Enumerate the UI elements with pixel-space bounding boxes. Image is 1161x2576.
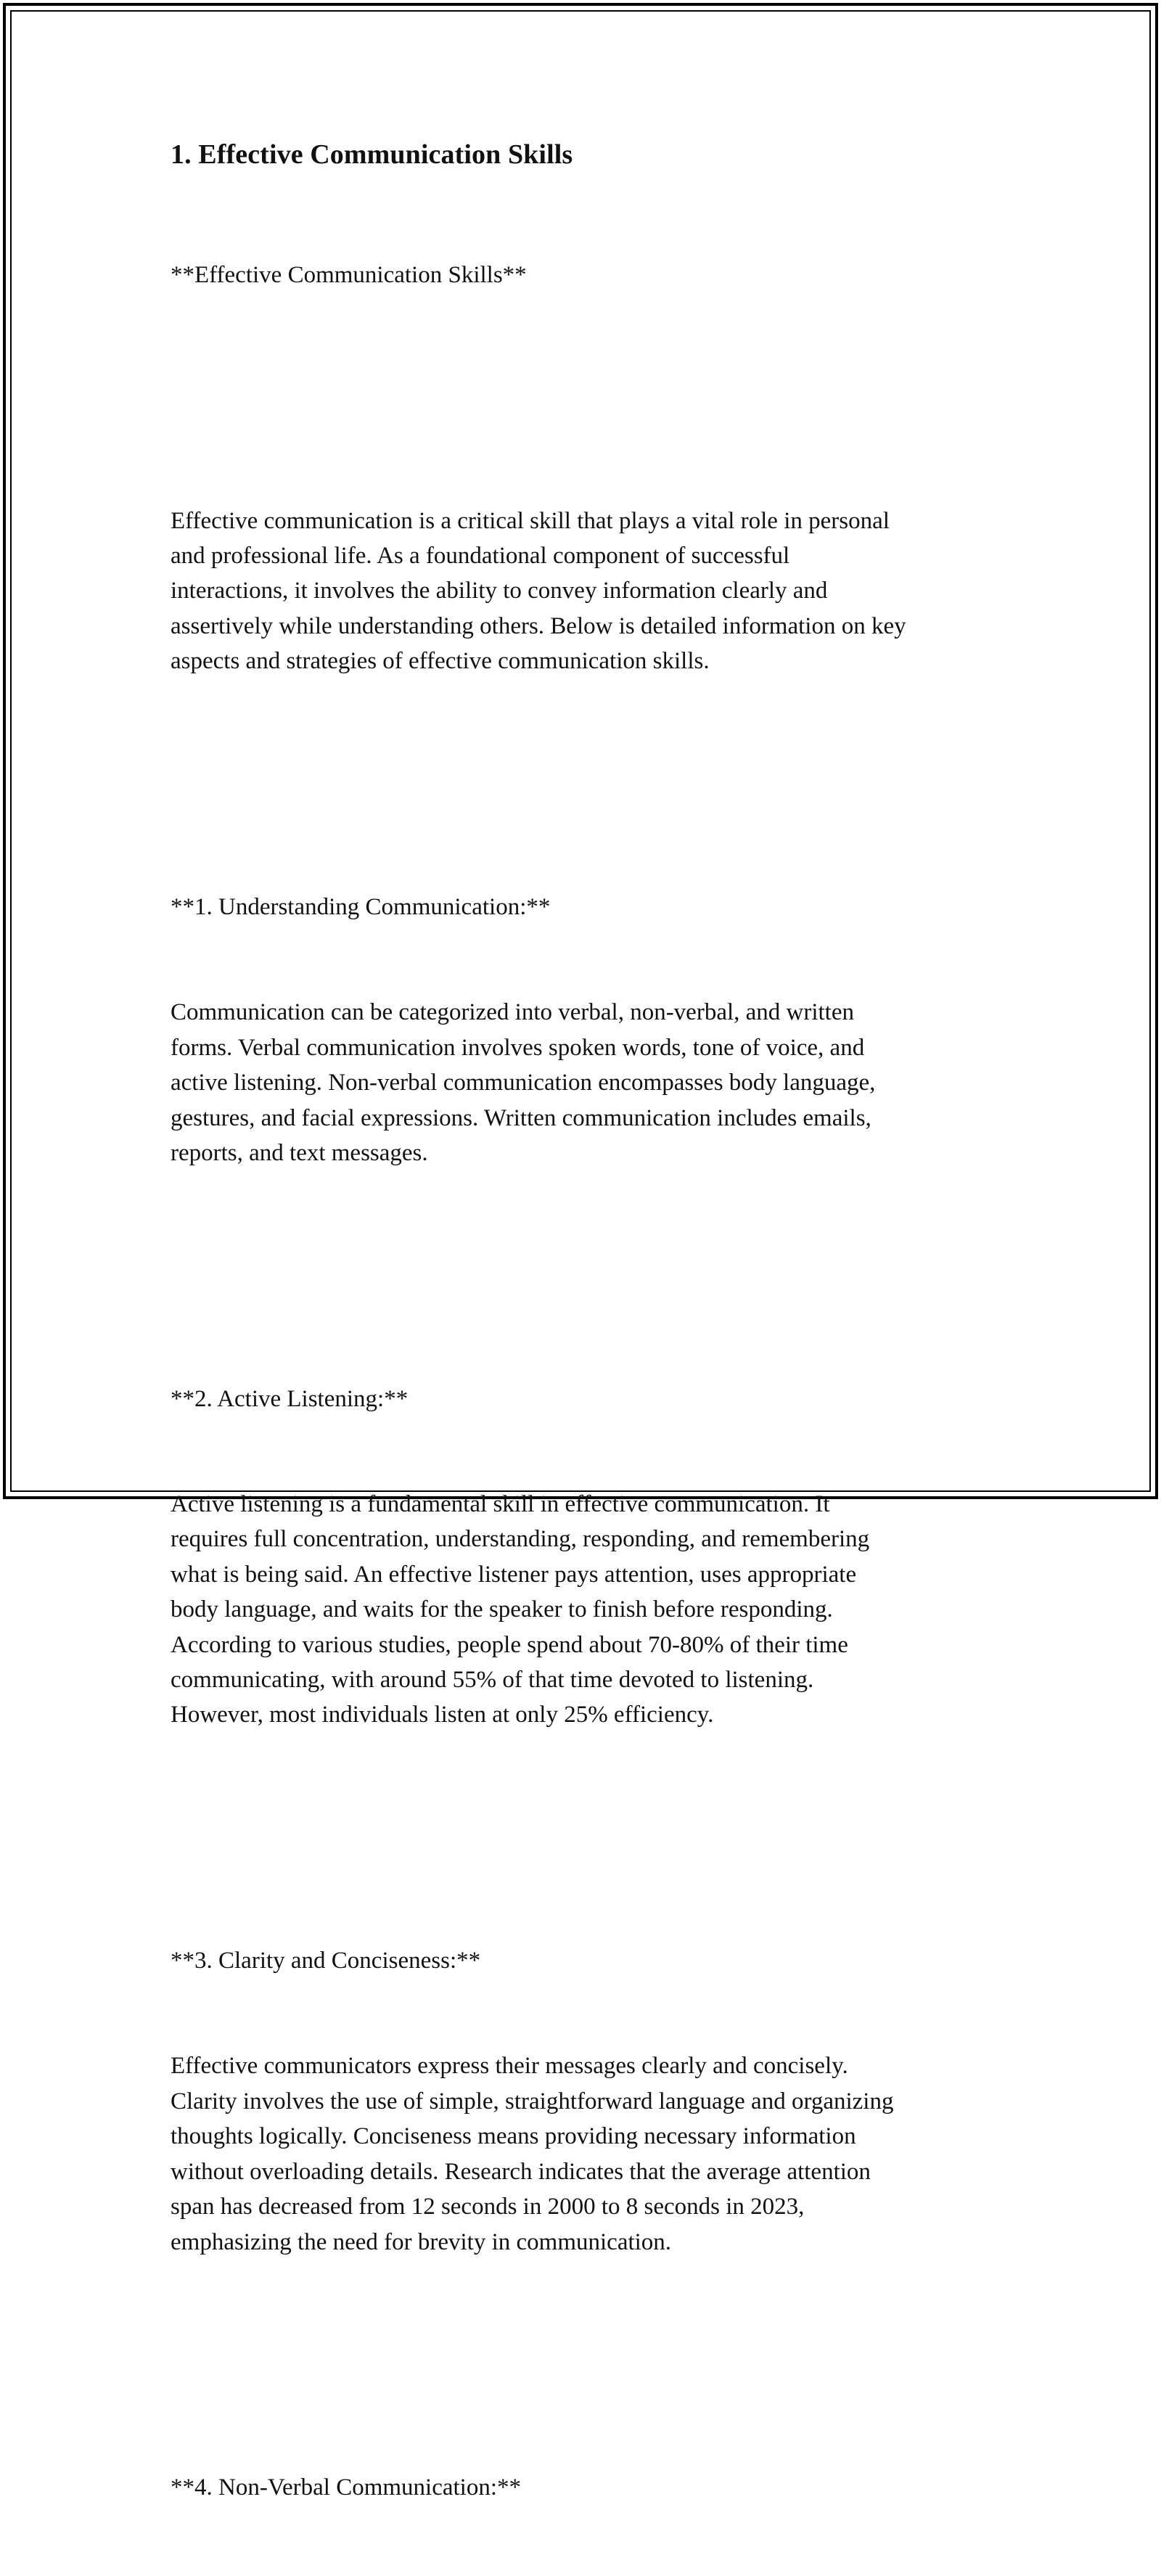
- section-heading-non-verbal-communication: **4. Non-Verbal Communication:**: [171, 2474, 522, 2501]
- section-body-clarity-conciseness: Effective communicators express their messages clearly and concisely. Clarity involves the use of simple, straightforward language and organizing thoughts logically. Conciseness means providing necessary information without overloading details. Research indicates that the average attention span has decreased from 12 seconds in 2000 to 8 seconds in 2023, emphasizing the need for brevity in communication.: [171, 2053, 894, 2255]
- paragraph-spacer: [171, 1241, 998, 1276]
- document-subtitle: **Effective Communication Skills**: [171, 261, 527, 288]
- paragraph-spacer: [171, 363, 998, 398]
- paragraph-spacer: [171, 1803, 998, 1838]
- section-body-active-listening: Active listening is a fundamental skill in effective communication. It requires full concentration, understanding, responding, and remembering what is being said. An effective listener pays attention, uses appropriate body language, and waits for the speaker to finish before responding. According to various studies, people spend about 70-80% of their time communicating, with around 55% of that time devoted to listening. However, most individuals listen at only 25% efficiency.: [171, 1490, 870, 1728]
- document-title: 1. Effective Communication Skills: [171, 139, 573, 170]
- document-body: [171, 187, 998, 2576]
- section-body-understanding-communication: Communication can be categorized into verbal, non-verbal, and written forms. Verbal communication involves spoken words, tone of voice, and active listening. Non-verbal communication encompasses body language, gestures, and facial expressions. Written communication includes emails, reports, and text messages.: [171, 999, 876, 1166]
- document-content: [171, 135, 998, 2576]
- intro-paragraph: Effective communication is a critical skill that plays a vital role in personal and professional life. As a foundational component of successful interactions, it involves the ability to convey information clearly and assertively while understanding others. Below is detailed information on key aspects and strategies of effective communication skills.: [171, 507, 906, 675]
- section-heading-active-listening: **2. Active Listening:**: [171, 1385, 409, 1412]
- section-heading-understanding-communication: **1. Understanding Communication:**: [171, 894, 551, 921]
- section-heading-clarity-conciseness: **3. Clarity and Conciseness:**: [171, 1948, 481, 1974]
- paragraph-spacer: [171, 2330, 998, 2365]
- paragraph-spacer: [171, 749, 998, 784]
